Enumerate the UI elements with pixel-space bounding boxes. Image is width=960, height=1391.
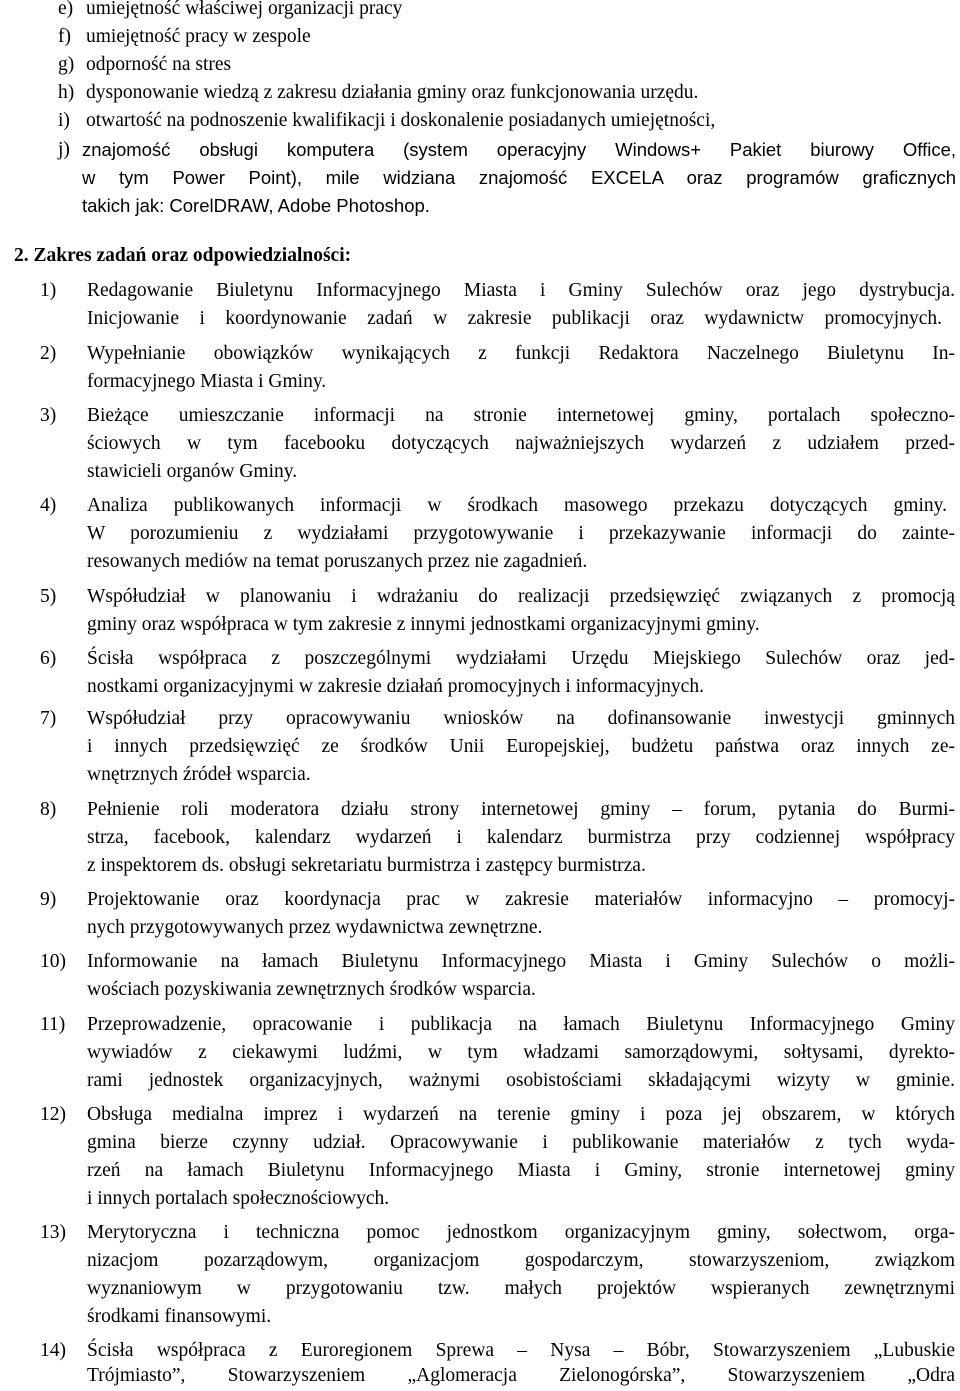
list-marker: 12): [40, 1104, 66, 1125]
list-item-text: resowanych mediów na temat poruszanych przez nie zagadnień.: [87, 551, 588, 572]
list-item-text: umiejętność pracy w zespole: [86, 26, 311, 47]
list-marker: e): [58, 0, 74, 19]
list-marker: f): [58, 26, 71, 47]
list-item-text: Ścisła współpraca z Euroregionem Sprewa – Nysa – Bóbr, Stowarzyszeniem „Lubuskie: [87, 1340, 955, 1361]
list-item-text: Pełnienie roli moderatora działu strony internetowej gminy – forum, pytania do Burmi-: [87, 799, 955, 820]
list-item-text: wyznaniowym w przygotowaniu tzw. małych projektów wspieranych zewnętrznymi: [87, 1278, 955, 1299]
list-item-text: Trójmiasto”, Stowarzyszeniem „Aglomeracja Zielonogórska”, Stowarzyszeniem „Odra: [87, 1365, 955, 1386]
list-marker: 10): [40, 951, 66, 972]
list-item-text: Ścisła współpraca z poszczególnymi wydziałami Urzędu Miejskiego Sulechów oraz jed-: [87, 648, 955, 669]
list-marker: 13): [40, 1222, 66, 1243]
list-item-text: strza, facebook, kalendarz wydarzeń i kalendarz burmistrza przy codziennej współpracy: [87, 827, 955, 848]
list-item-text: nostkami organizacyjnymi w zakresie działań promocyjnych i informacyjnych.: [87, 676, 704, 697]
section-heading: 2. Zakres zadań oraz odpowiedzialności:: [14, 245, 352, 266]
list-item-text: otwartość na podnoszenie kwalifikacji i doskonalenie posiadanych umiejętności,: [86, 110, 716, 131]
list-item-text: stawicieli organów Gminy.: [87, 461, 298, 482]
list-marker: 9): [40, 889, 57, 910]
list-item-text: nych przygotowywanych przez wydawnictwa zewnętrzne.: [87, 917, 543, 938]
list-item-text: wywiadów z ciekawymi ludźmi, w tym władzami samorządowymi, sołtysami, dyrekto-: [87, 1042, 955, 1063]
list-marker: 11): [40, 1014, 66, 1035]
list-marker: j): [58, 139, 70, 160]
list-item-text: i innych portalach społecznościowych.: [87, 1188, 390, 1209]
list-item-text: w tym Power Point), mile widziana znajomość EXCELA oraz programów graficznych: [82, 167, 956, 188]
list-item-text: gmina bierze czynny udział. Opracowywanie i publikowanie materiałów z tych wyda-: [87, 1132, 955, 1153]
list-marker: 7): [40, 708, 57, 729]
list-marker: i): [58, 110, 70, 131]
list-item-text: Współudział przy opracowywaniu wniosków na dofinansowanie inwestycji gminnych: [87, 708, 955, 729]
list-item-text: W porozumieniu z wydziałami przygotowywanie i przekazywanie informacji do zainte-: [87, 523, 955, 544]
list-marker: g): [58, 54, 75, 75]
list-item-text: i innych przedsięwzięć ze środków Unii Europejskiej, budżetu państwa oraz innych ze-: [87, 736, 955, 757]
list-item-text: Redagowanie Biuletynu Informacyjnego Miasta i Gminy Sulechów oraz jego dystrybucja.: [87, 280, 955, 301]
list-item-text: rami jednostek organizacyjnych, ważnymi osobistościami składającymi wizyty w gminie.: [87, 1070, 955, 1091]
list-item-text: środkami finansowymi.: [87, 1306, 272, 1327]
list-item-text: ściowych w tym facebooku dotyczących najważniejszych wydarzeń z udziałem przed-: [87, 433, 955, 454]
list-item-text: Projektowanie oraz koordynacja prac w zakresie materiałów informacyjno – promocyj-: [87, 889, 955, 910]
list-item-text: wościach pozyskiwania zewnętrznych środków wsparcia.: [87, 979, 536, 1000]
list-marker: 1): [40, 280, 57, 301]
list-marker: 14): [40, 1340, 66, 1361]
list-item-text: gminy oraz współpraca w tym zakresie z innymi jednostkami organizacyjnymi gminy.: [87, 614, 760, 635]
list-item-text: wnętrznych źródeł wsparcia.: [87, 764, 311, 785]
list-item-text: Przeprowadzenie, opracowanie i publikacja na łamach Biuletynu Informacyjnego Gminy: [87, 1014, 955, 1035]
list-item-text: takich jak: CorelDRAW, Adobe Photoshop.: [82, 195, 430, 216]
list-marker: 2): [40, 343, 57, 364]
list-item-text: dysponowanie wiedzą z zakresu działania gminy oraz funkcjonowania urzędu.: [86, 82, 699, 103]
list-marker: 5): [40, 586, 57, 607]
list-marker: 3): [40, 405, 57, 426]
list-marker: 4): [40, 495, 57, 516]
list-item-text: Analiza publikowanych informacji w środkach masowego przekazu dotyczących gminy.: [87, 495, 947, 516]
list-item-text: umiejętność właściwej organizacji pracy: [86, 0, 403, 19]
list-item-text: odporność na stres: [86, 54, 232, 75]
list-item-text: Informowanie na łamach Biuletynu Informacyjnego Miasta i Gminy Sulechów o możli-: [87, 951, 955, 972]
list-item-text: Bieżące umieszczanie informacji na stronie internetowej gminy, portalach społeczno-: [87, 405, 955, 426]
list-item-text: Wypełnianie obowiązków wynikających z funkcji Redaktora Naczelnego Biuletynu In-: [87, 343, 955, 364]
list-item-text: z inspektorem ds. obsługi sekretariatu burmistrza i zastępcy burmistrza.: [87, 855, 646, 876]
list-item-text: znajomość obsługi komputera (system operacyjny Windows+ Pakiet biurowy Office,: [82, 139, 956, 160]
list-item-text: Inicjowanie i koordynowanie zadań w zakresie publikacji oraz wydawnictw promocyjnych.: [87, 308, 942, 329]
list-item-text: rzeń na łamach Biuletynu Informacyjnego Miasta i Gminy, stronie internetowej gminy: [87, 1160, 955, 1181]
list-item-text: Obsługa medialna imprez i wydarzeń na terenie gminy i poza jej obszarem, w których: [87, 1104, 955, 1125]
list-marker: h): [58, 82, 75, 103]
list-item-text: Merytoryczna i techniczna pomoc jednostkom organizacyjnym gminy, sołectwom, orga-: [87, 1222, 955, 1243]
list-marker: 8): [40, 799, 57, 820]
list-item-text: formacyjnego Miasta i Gminy.: [87, 371, 327, 392]
list-item-text: Współudział w planowaniu i wdrażaniu do realizacji przedsięwzięć związanych z promocją: [87, 586, 955, 607]
list-item-text: nizacjom pozarządowym, organizacjom gospodarczym, stowarzyszeniom, związkom: [87, 1250, 955, 1271]
list-marker: 6): [40, 648, 57, 669]
